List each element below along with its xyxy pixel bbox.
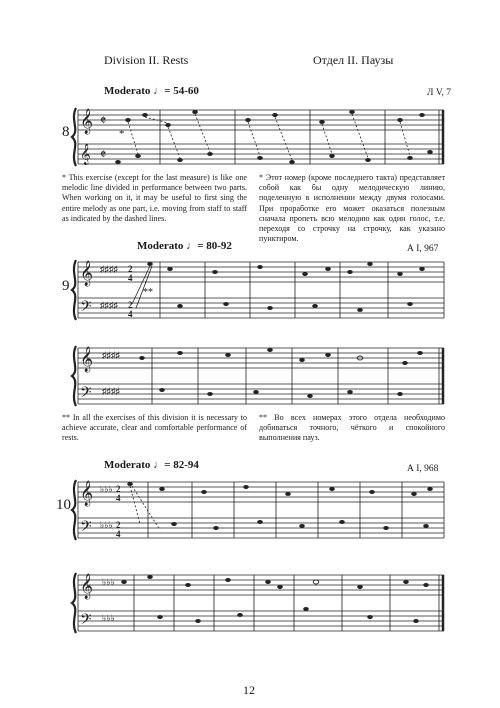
quarter-note-icon: ♩: [153, 85, 165, 97]
exercise-9-reference: А I, 967: [407, 244, 439, 254]
time-signature: 2: [128, 264, 133, 274]
treble-clef-icon: 𝄞: [80, 346, 94, 371]
barlines: [78, 110, 443, 164]
bass-clef-icon: 𝄢: [80, 298, 92, 318]
exercise-9-system-1: [70, 252, 450, 324]
barlines: [78, 262, 444, 318]
brace-icon: [72, 573, 76, 633]
notes: [139, 348, 423, 398]
staff-lines: [78, 110, 444, 164]
barlines: [78, 575, 443, 631]
exercise-10-number: 10: [56, 497, 71, 513]
treble-clef-icon: 𝄞: [80, 108, 94, 133]
time-signature: 4: [128, 309, 133, 319]
time-signature: 4: [116, 529, 121, 539]
treble-clef-icon: 𝄞: [80, 144, 91, 164]
key-signature-icon: ♯♯♯♯: [102, 386, 120, 396]
time-signature: 2: [128, 300, 133, 310]
quarter-note-icon: ♩: [153, 459, 165, 471]
time-signature: 2: [116, 520, 121, 530]
exercise-9-tempo: Moderato ♩= 80-92: [137, 240, 232, 252]
section-title-ru: Отдел II. Паузы: [313, 53, 394, 67]
treble-clef-icon: 𝄞: [80, 573, 94, 598]
treble-clef-icon: 𝄞: [80, 480, 94, 505]
brace-icon: [72, 108, 76, 166]
common-time-icon: 𝄵: [100, 148, 107, 163]
key-signature-icon: ♭♭♭: [100, 520, 113, 530]
footnote-ru-2: ** Во всех номерах этого отдела необходимо добиваться точного, чёткого и спокойного выполнения пауз.: [259, 413, 445, 443]
exercise-10-tempo: Moderato ♩= 82-94: [104, 459, 199, 471]
time-signature: 4: [116, 493, 121, 503]
staff-lines: [78, 262, 444, 318]
bass-clef-icon: 𝄢: [80, 611, 92, 631]
key-signature-icon: ♯♯♯♯: [100, 300, 118, 310]
brace-icon: [72, 480, 76, 540]
section-title-en: Division II. Rests: [104, 53, 189, 67]
dashed-voice-lines: [128, 114, 410, 160]
exercise-10-system-1: [70, 472, 450, 544]
exercise-10-reference: А I, 968: [407, 464, 439, 474]
dashed-voice-lines: [130, 486, 160, 530]
footnote-ru-1: * Этот номер (кроме последнего такта) представляет собой как бы одну мелодическую линию, поделенную в исполнении между двумя голосами. При проработке его может оказаться полезным сначала пропеть всю мелодию как один голос, т.е. переходя со строчку на строчку, как указано пунктиром.: [259, 173, 445, 244]
exercise-10-system-2: [70, 565, 450, 637]
key-signature-icon: ♭♭♭: [102, 577, 115, 587]
barlines: [78, 348, 443, 404]
exercise-9-system-2: [70, 338, 450, 410]
barlines: [78, 482, 444, 538]
brace-icon: [72, 260, 76, 320]
key-signature-icon: ♭♭♭: [102, 613, 115, 623]
footnote-marker: **: [143, 287, 153, 298]
bass-clef-icon: 𝄢: [80, 384, 92, 404]
key-signature-icon: ♯♯♯♯: [100, 264, 118, 274]
staff-lines: [78, 348, 444, 404]
time-signature: 2: [116, 484, 121, 494]
exercise-8-reference: Л V, 7: [427, 88, 451, 98]
exercise-8-tempo: Moderato ♩= 54-60: [104, 85, 199, 97]
page-number: 12: [243, 683, 255, 697]
exercise-8-system: [70, 100, 450, 170]
bass-clef-icon: 𝄢: [80, 518, 92, 538]
notes: [147, 262, 425, 312]
brace-icon: [72, 346, 76, 406]
footnote-marker: *: [119, 128, 125, 140]
quarter-note-icon: ♩: [186, 240, 198, 252]
footnote-en-1: * This exercise (except for the last measure) is like one melodic line divided in performance between two parts. When working on it, it may be useful to first sing the entire melody as one part, i.e. moving from staff to staff as indicated by the dashed lines.: [62, 173, 247, 223]
common-time-icon: 𝄵: [100, 114, 107, 129]
exercise-9-number: 9: [62, 278, 70, 294]
staff-lines: [78, 482, 444, 538]
key-signature-icon: ♭♭♭: [100, 484, 113, 494]
staff-lines: [78, 575, 444, 631]
key-signature-icon: ♯♯♯♯: [102, 350, 120, 360]
treble-clef-icon: 𝄞: [80, 260, 94, 285]
time-signature: 4: [128, 273, 133, 283]
exercise-8-number: 8: [62, 124, 70, 140]
footnote-en-2: ** In all the exercises of this division it is necessary to achieve accurate, clear and comfortable performance of rests.: [62, 413, 247, 443]
